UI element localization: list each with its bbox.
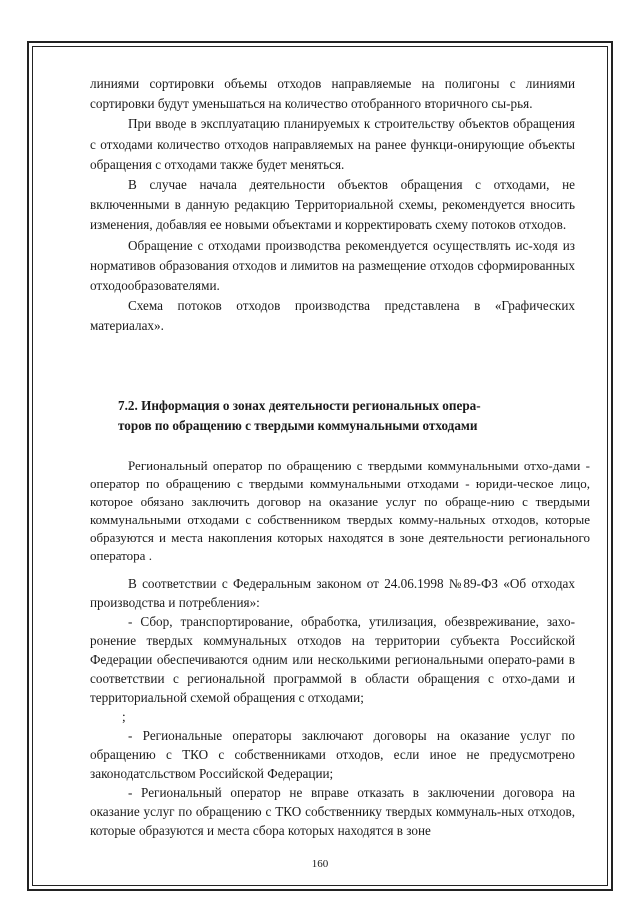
paragraph: Региональный оператор по обращению с твердыми коммунальными отхо-дами - оператор по обращению с твердыми коммунальными отходами - юриди-ческое лицо, которое обязано заключить договор на оказание услуг по обраще-нию с твердыми коммунальными отходами с собственником твердых комму-нальных отходов, которые образуются и места накопления которых находятся в зоне деятельности регионального оператора . [90, 458, 590, 563]
paragraph: При вводе в эксплуатацию планируемых к строительству объектов обращения с отходами количество отходов направляемых на ранее функци-онирующие объекты обращения с отходами также будет меняться. [90, 116, 575, 172]
page-number: 160 [311, 858, 329, 870]
stray-mark: ; [122, 709, 126, 724]
paragraph: - Сбор, транспортирование, обработка, утилизация, обезвреживание, захо-ронение твердых коммунальных отходов на территории субъекта Российской Федерации обеспечиваются одним или несколькими региональными операто-рами в соответствии с региональной программой в области обращения с отхо-дами и территориальной схемой обращения с отходами; [90, 614, 575, 705]
paragraph: - Региональные операторы заключают договоры на оказание услуг по обращению с ТКО с собственниками отходов, если иное не предусмотрено законодатсльством Российской Федерации; [90, 728, 575, 781]
paragraph: В соответствии с Федеральным законом от 24.06.1998 №89-ФЗ «Об отходах производства и потребления»: [90, 576, 575, 610]
paragraph: Обращение с отходами производства рекомендуется осуществлять ис-ходя из нормативов образования отходов и лимитов на размещение отходов сформированных отходообразователями. [90, 237, 575, 294]
text-block-middle [90, 457, 590, 565]
paragraph: линиями сортировки объемы отходов направляемые на полигоны с линиями сортировки будут уменьшаться на количество отобранного вторичного сы-рья. [90, 76, 575, 112]
paragraph: Схема потоков отходов производства представлена в «Графических материалах». [90, 298, 575, 334]
text-block-top [90, 74, 575, 337]
text-block-bottom [90, 574, 575, 840]
paragraph: - Региональный оператор не вправе отказать в заключении договора на оказание услуг по обращению с ТКО собственнику твердых коммуналь-ных отходов, которые образуются и места сбора которых находятся в зоне [90, 785, 575, 838]
paragraph: В случае начала деятельности объектов обращения с отходами, не включенными в данную редакцию Территориальной схемы, рекомендуется вносить изменения, добавляя ее новыми объектами и корректировать схему потоков отходов. [90, 177, 575, 233]
heading-line: торов по обращению с твердыми коммунальными отходами [118, 418, 478, 433]
heading-line: 7.2. Информация о зонах деятельности региональных опера- [118, 398, 481, 413]
section-heading [118, 396, 573, 436]
